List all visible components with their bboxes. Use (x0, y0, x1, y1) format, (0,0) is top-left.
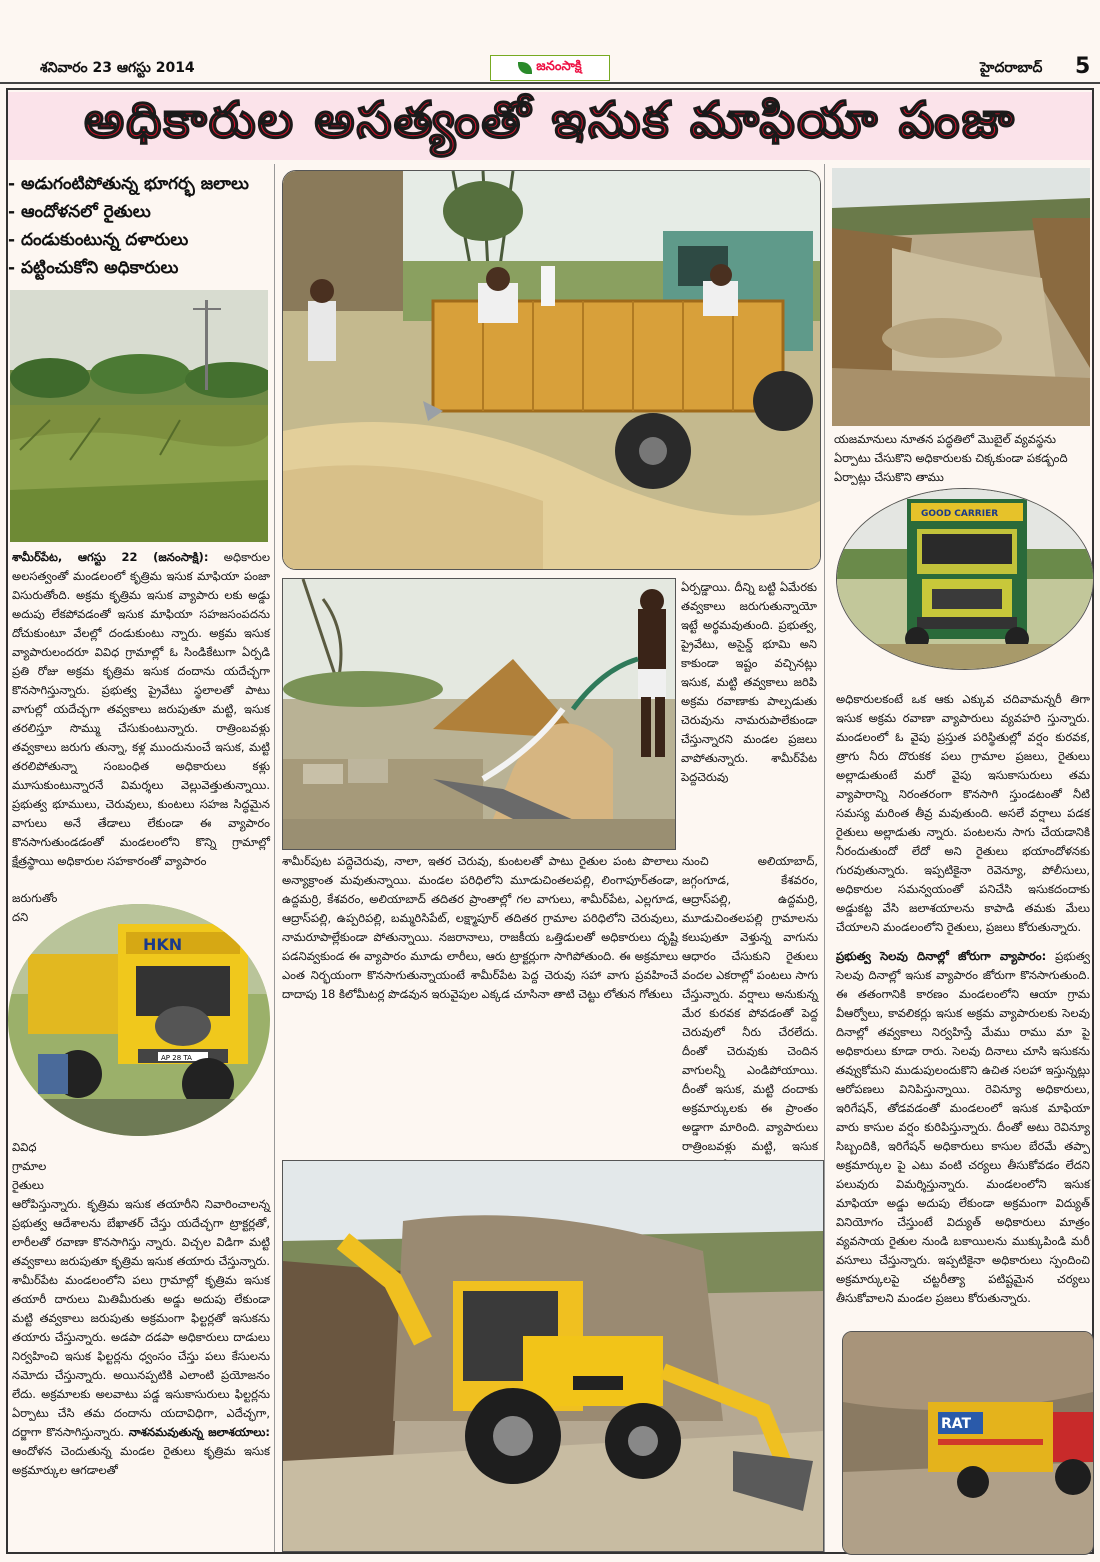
caption-text: యజమానులు నూతన పద్ధతిలో మొబైల్ వ్యవస్థను ఏర్పాటు చేసుకొని అధికారులకు చిక్కకుండా పకడ్బంది ఏర్పాట్లు చేసుకొని తాము (834, 432, 1068, 484)
header-divider (0, 82, 1100, 84)
col1-p1-lead: అధికారుల (223, 550, 270, 564)
truck-loading-photo (282, 170, 821, 570)
col2-body: శామీర్‌పుట పద్దెచెరువు, నాలా, ఇతర చెరువు, కుంటలతో పాటు రైతుల పంట పొలాలు అన్యాక్రాంత మవుతున్నాయి. మండల పరిధిలోని మూడుచింతలపల్లి, లింగాపూర్‌తండా, ఉద్దమర్రి, కేశవరం, అలియాబాద్ తదితర ప్రాంతాల్లో గల వాగులు, శామీర్‌పేట, ఎల్లగూడ, ఆద్రాస్‌పల్లి, ఉప్పరిపల్లి, బమ్మరిసిపేట్, లక్ష్మాపూర్ తదితర గ్రామాల పరిధిలోని చెరువులు, నామరూపాల్లేకుండా పోతున్నాయి. నజరానాలు, రాజకీయ ఒత్తిడులతో అధికారులు దృష్టి పడనివ్వకుండ ఈ వ్యాపారం మూడు లారీలు, ఆరు ట్రాక్టర్లుగా సాగిపోతుంది. ఈ అక్రమాలు ఎంత నిర్భయంగా కొనసాగుతున్నాయంటే శామీర్‌పేట పెద్ద చెరువు సహా వాగు ప్రవహించే దాదాపు 18 కిలోమీటర్ల పొడవున ఇరువైపుల ఎక్కడ చూసినా తాటి చెట్టు లోతున గోతులు (282, 854, 678, 1001)
headline: అధికారుల అసత్యంతో ఇసుక మాఫియా పంజా (84, 90, 1016, 149)
trolley-sign: RAT (941, 1416, 972, 1432)
column-rule (824, 164, 825, 1552)
col4-para1 (836, 690, 1090, 937)
col1-tail-line: జరుగుతోం (12, 891, 58, 905)
issue-date: శనివారం 23 ఆగస్టు 2014 (40, 60, 195, 76)
leaf-icon (518, 62, 532, 74)
excavator-photo (282, 1160, 824, 1552)
column-rule (274, 164, 275, 1552)
newspaper-logo (490, 55, 610, 81)
col1-word: గ్రామాల (12, 1159, 47, 1173)
col4-p2-lead: ప్రభుత్వ సెలవు దినాల్లో జోరుగా వ్యాపారం: (836, 949, 1047, 963)
farmland-photo (10, 290, 268, 542)
col3-upper-text: ఏర్పడ్డాయి. దీన్ని బట్టి ఏమేరకు తవ్వకాలు జరుగుతున్నాయో ఇట్టే అర్థమవుతుంది. ప్రభుత్వ, ప్రైవేటు, అసైన్డ్ భూమి అని కాకుండా ఇష్టం వచ్చినట్లు ఇసుక, మట్టి తవ్వకాలు జరిపి అక్రమ రవాణాకు పాల్పడుతు చెరువును నామరుపాలేకుండా చేస్తున్నారని మండల ప్రజలు వాపోతున్నారు. శామీర్‌పేట పెద్దచెరువు (681, 580, 817, 784)
headline-banner (8, 92, 1092, 160)
subhead-item: - అడుగంటిపోతున్న భూగర్భ జలాలు (8, 174, 249, 194)
col1-p2: ఆరోపిస్తున్నారు. కృత్రిమ ఇసుక తయారీని నివారించాలన్న ప్రభుత్వ ఆదేశాలను బేఖాతర్ చేస్తు యదేచ్ఛగా ట్రాక్టర్లతో, లారీలతో రవాణా కొనసాగిస్తు న్నారు. విచ్చల విడిగా మట్టి తవ్వకాలు జరుపుతూ కృత్రిమ ఇసుక తయారు చేస్తున్నారు. శామీర్‌పేట మండలంలోని పలు గ్రామాల్లో కృత్రిమ ఇసుక తయారీ దారులు మితిమీరుతు అడ్డు అదుపు లేకుండా మట్టి తవ్వకాలు జరుపుతు అక్రమంగా ఫిల్టర్లతో ఇసుకను తయారు చేస్తున్నారు. అడపా దడపా అధికారులు దాడులు నిర్వహించి ఇసుక ఫిల్టర్లను ధ్వంసం చేస్తు పలు కేసులను నమోదు చేస్తున్నారు. అయినప్పటికి ఎలాంటి ప్రయోజనం లేదు. అక్రమాలకు అలవాటు పడ్డ ఇసుకాసురులు ఫిల్టర్లను ఏర్పాటు చేసి తమ దందాను యదావిధిగా, ఎదేచ్ఛగా, దర్జాగా కొనసాగిస్తున్నారు. (12, 1197, 270, 1439)
col3-lower-text: నుంచి అలియాబాద్, జగ్గంగూడ, కేశవరం, ఆద్రాస్‌పల్లి, ఉద్దమర్రి, మూడుచింతలపల్లి గ్రామాలను కలుపుతూ వెళ్తున్న వాగును ఆధారం చేసుకుని రైతులు వందల ఎకరాల్లో పంటలు సాగు చేస్తున్నారు. వర్షాలు అనుకున్న మేర కురవక పోవడంతో పెద్ద చెరువులో నీరు చేరలేదు. దీంతో చెరువుకు చెందిన వాగులన్నీ ఎండిపోయాయి. దీంతో ఇసుక, మట్టి దందాకు అక్రమార్కులకు ఈ ప్రాంతం అడ్డాగా మారింది. వ్యాపారులు రాత్రింబవళ్లు మట్టి, ఇసుక (682, 854, 818, 1153)
col3-upper (681, 578, 817, 787)
col4-p1: అధికారులకంటే ఒక ఆకు ఎక్కువ చదివామన్నరీ తిగా ఇసుక అక్రమ రవాణా వ్యాపారులు వ్యవహరి స్తున్నారు. మండలంలో ఓ వైపు ప్రస్తుత పరిస్థితుల్లో వర్షం కురవక, త్రాగు నీరు దొరుకక పలు గ్రామాల ప్రజలు, రైతులు అల్లాడుతుంటే మరో వైపు ఇసుకాసురులు తమ వ్యాపారాన్ని నిరంతరంగా కొనసాగి స్తుండటంతో నీటి సమస్య మరింత తీవ్ర మవుతుంది. అసలే వర్షాలు పడక రైతులు అల్లాడుతు న్నారు. పంటలను సాగు చేయడానికి నీరందుతుందో లేదో అని రైతులు భయాందోళనకు గురవుతున్నారు. ఇప్పటికైనా రెవెన్యూ, పోలీసులు, అధికారుల సమన్వయంతో పనిచేసి ఇసుకదందాకు అడ్డుకట్ట వేసి జలాశయాలను కాపాడి తమకు మేలు చేయాలని మండలంలోని రైతులు, ప్రజలు కోరుతున్నారు. (836, 692, 1090, 934)
subhead-list (8, 170, 270, 288)
col1-word: వివిధ (12, 1140, 37, 1154)
col2-text (282, 852, 678, 1004)
col1-p3: ఆందోళన చెందుతున్న మండల రైతులు కృత్రిమ ఇసుక అక్రమార్కుల ఆగడాలతో (12, 1444, 270, 1477)
col1-p3-lead: నాశనమవుతున్న జలాశయాలు: (128, 1425, 270, 1439)
col1-word: రైతులు (12, 1178, 44, 1192)
col1-p1: అలసత్వంతో మండలంలో కృత్రిమ ఇసుక మాఫియా పంజా విసురుతోంది. అక్రమ కృత్రిమ ఇసుక వ్యాపారు లకు అడ్డు అదుపు లేకపోవడంతో ఇసుక మాఫియా సహజసంపదను దోచుకుంటూ వేలల్లో దండుకుంటు న్నారు. అక్రమ ఇసుక వ్యాపారులందరూ వివిధ గ్రామాల్లో ఓ సిండికేటుగా ఏర్పడి ప్రతి రోజు అక్రమ కృత్రిమ ఇసుక దందాను యదేచ్ఛగా కొనసాగిస్తున్నారు. ప్రభుత్వ ప్రైవేటు స్థలాలతో పాటు వాగుల్లో యదేచ్ఛగా తవ్వకాలు జరుపుతూ మట్టి, ఇసుక తరలిస్తూ సొమ్ము చేసుకుంటున్నారు. రాత్రింబవళ్లు తవ్వకాలు జరుగు తున్నా, కళ్ల ముందునుంచే ఇసుక, మట్టి తరలిపోతున్నా సంబంధిత అధికారులు కళ్లు మూసుకుంటున్నారనే విమర్శలు వెల్లువెత్తుతున్నాయి. ప్రభుత్వ భూములు, చెరువులు, కుంటలు సహజ సిద్ధమైన వాగులు అనే తేడాలు లేకుండా ఈ వ్యాపారం కొనసాగుతుండడంతో మండలంలోని కొన్ని గ్రామాల్లో క్షేత్రస్థాయి అధికారుల సహకారంతో వ్యాపారం (12, 569, 270, 868)
truck-sign: GOOD CARRIER (921, 509, 999, 519)
edition-city: హైదరాబాద్ (980, 60, 1043, 76)
riverbed-photo (832, 168, 1090, 426)
col4-para2 (836, 947, 1090, 1308)
col4-p2: ప్రభుత్వ సెలవు దినాల్లో ఇసుక వ్యాపారం జోరుగా కొనసాగుతుంది. ఈ తతంగానికి కారణం మండలంలోని ఆయా గ్రామ వీఆర్వోలు, కావలికర్లు ఇసుక అక్రమ వ్యాపారులకు సెలవు దినాల్లో తవ్వకాలు నిర్వహిస్తే మేము రాము మా పై అధికారులు కూడా రారు. సెలవు దినాలు చూసి ఇసుకను తవ్వుకోమని ముడుపులందుకొని ఉచిత సలహా ఇస్తున్నట్లు ఆరోపణలు వినిపిస్తున్నాయి. రెవిన్యూ అధికారులు, ఇరిగేషన్, తోడవడంతో మండలంలో ఇసుక మాఫియా వారు కాసుల వర్షం కురిపిస్తున్నారు. దీంతో అటు రెవిన్యూ సిబ్బందికి, ఇరిగేషన్ అధికారులు కాసుల బేరమే తప్పా అక్రమార్కుల పై ఎటు వంటి చర్యలు తీసుకోవడం లేదని పలువురు విమర్శిస్తున్నారు. మండలంలోని ఇసుక మాఫియా అడ్డు అదుపు లేకుండా అక్రమంగా విద్యుత్ వినియోగం చేస్తుంటే విద్యుత్ అధికారులు మాత్రం వ్యవసాయ రైతుల నుండి బకాయిలను ముక్కుపిండి మరీ వసూలు చేస్తున్నారు. ఇప్పటికైనా అధికారులు స్పందించి అక్రమార్కులపై చట్టరీత్యా పటిష్టమైన చర్యలు తీసుకోవాలని మండల ప్రజలు కోరుతున్నారు. (836, 949, 1090, 1305)
page-number: 5 (1075, 54, 1091, 79)
col1-p2-words (12, 1138, 72, 1195)
col1-para2 (12, 1195, 270, 1480)
col4-caption-top (834, 430, 1090, 487)
col1-para1 (12, 548, 270, 871)
water-pipe-photo (282, 578, 676, 850)
truck-lettering: HKN (143, 935, 183, 954)
yellow-truck-photo (8, 904, 270, 1136)
dateline: శామీర్‌పేట, ఆగస్టు 22 (జనంసాక్షి): (12, 550, 209, 564)
tractor-trolley-photo (842, 1331, 1094, 1555)
col1-tail-line: దని (12, 910, 29, 924)
newspaper-name: జనంసాక్షి (536, 59, 582, 74)
truck-plate: AP 28 TA (161, 1054, 192, 1062)
green-truck-photo (836, 488, 1094, 670)
subhead-item: - పట్టించుకోని అధికారులు (8, 258, 179, 278)
subhead-item: - దండుకుంటున్న దళారులు (8, 230, 189, 250)
subhead-item: - ఆందోళనలో రైతులు (8, 202, 151, 222)
